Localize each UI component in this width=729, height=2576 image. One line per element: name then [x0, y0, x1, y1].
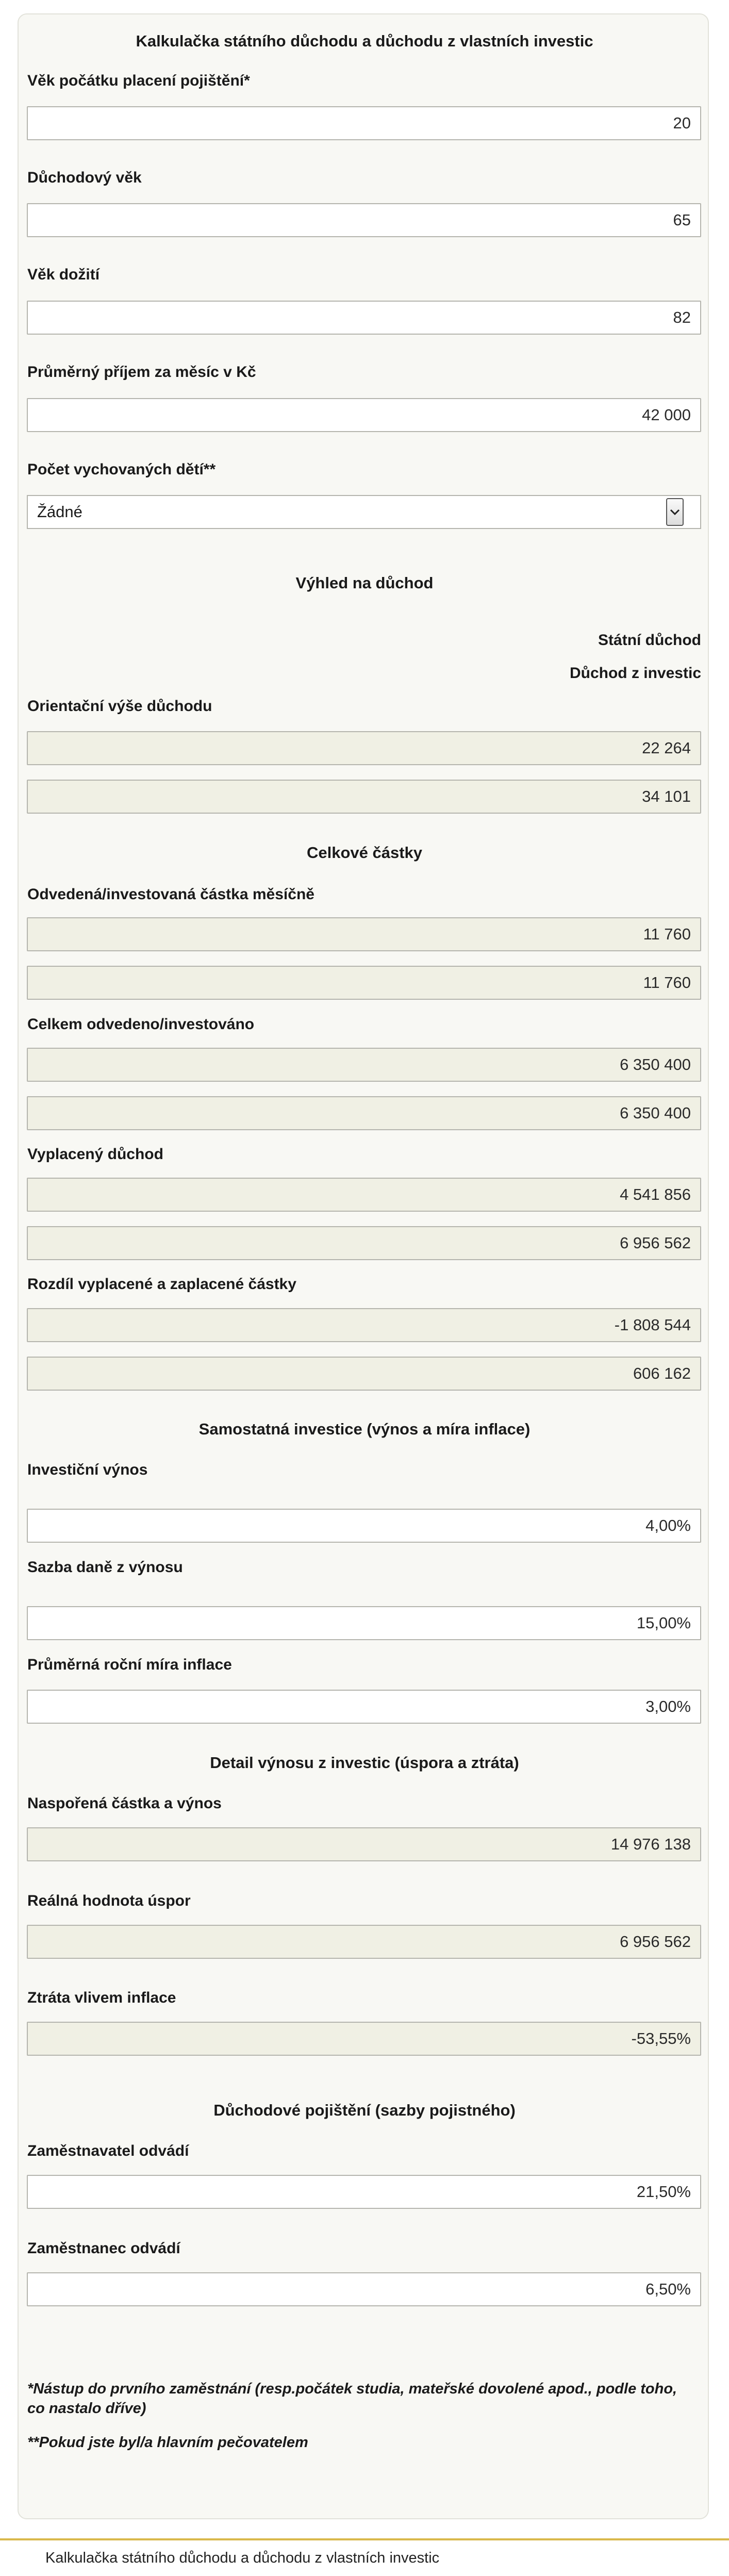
- state-pension-column-label: Státní důchod: [598, 632, 701, 649]
- children-label: Počet vychovaných dětí**: [27, 461, 216, 478]
- saved-amount-label: Naspořená částka a výnos: [27, 1795, 222, 1812]
- footnote-caregiver: **Pokud jste byl/a hlavním pečovatelem: [27, 2434, 308, 2451]
- investment-yield-label: Investiční výnos: [27, 1461, 148, 1478]
- retirement-age-input[interactable]: [27, 203, 701, 237]
- monthly-state-output: 11 760: [27, 917, 701, 951]
- real-value-output: 6 956 562: [27, 1925, 701, 1959]
- footnote-start-age: *Nástup do prvního zaměstnání (resp.počátek studia, mateřské dovolené apod., podle toho, co nastalo dříve): [27, 2381, 677, 2417]
- children-selected-value: Žádné: [37, 503, 82, 521]
- total-paid-label: Celkem odvedeno/investováno: [27, 1016, 255, 1033]
- employee-rate-input[interactable]: [27, 2272, 701, 2306]
- tax-rate-input[interactable]: [27, 1606, 701, 1640]
- start-age-label: Věk počátku placení pojištění*: [27, 72, 250, 89]
- monthly-invest-output: 11 760: [27, 966, 701, 1000]
- life-age-input[interactable]: [27, 301, 701, 335]
- real-value-label: Reálná hodnota úspor: [27, 1892, 191, 1909]
- children-select[interactable]: [27, 495, 701, 529]
- monthly-amount-label: Odvedená/investovaná částka měsíčně: [27, 886, 314, 903]
- inflation-loss-label: Ztráta vlivem inflace: [27, 1989, 176, 2006]
- start-age-input[interactable]: [27, 106, 701, 140]
- investment-title: Samostatná investice (výnos a míra inflace): [198, 1420, 531, 1438]
- inflation-input[interactable]: [27, 1690, 701, 1724]
- retirement-age-label: Důchodový věk: [27, 169, 142, 186]
- total-invest-output: 6 350 400: [27, 1096, 701, 1130]
- life-age-label: Věk dožití: [27, 266, 100, 283]
- income-input[interactable]: [27, 398, 701, 432]
- inflation-label: Průměrná roční míra inflace: [27, 1656, 232, 1673]
- tax-rate-label: Sazba daně z výnosu: [27, 1559, 183, 1576]
- employer-rate-label: Zaměstnavatel odvádí: [27, 2142, 189, 2159]
- detail-title: Detail výnosu z investic (úspora a ztráta): [210, 1754, 519, 1772]
- pension-amount-label: Orientační výše důchodu: [27, 698, 212, 715]
- total-state-output: 6 350 400: [27, 1048, 701, 1082]
- inflation-loss-output: -53,55%: [27, 2022, 701, 2056]
- difference-state-output: -1 808 544: [27, 1308, 701, 1342]
- investment-yield-input[interactable]: [27, 1509, 701, 1543]
- paid-pension-label: Vyplacený důchod: [27, 1146, 163, 1163]
- footer-caption: Kalkulačka státního důchodu a důchodu z vlastních investic: [45, 2550, 440, 2566]
- outlook-title: Výhled na důchod: [295, 574, 434, 592]
- chevron-down-icon[interactable]: [666, 498, 684, 526]
- pension-invest-output: 34 101: [27, 780, 701, 814]
- difference-label: Rozdíl vyplacené a zaplacené částky: [27, 1276, 296, 1293]
- investment-pension-column-label: Důchod z investic: [569, 665, 701, 682]
- difference-invest-output: 606 162: [27, 1357, 701, 1391]
- employee-rate-label: Zaměstnanec odvádí: [27, 2240, 180, 2257]
- totals-title: Celkové částky: [306, 844, 423, 862]
- saved-amount-output: 14 976 138: [27, 1827, 701, 1861]
- employer-rate-input[interactable]: [27, 2175, 701, 2209]
- pension-state-output: 22 264: [27, 731, 701, 765]
- calculator-title: Kalkulačka státního důchodu a důchodu z vlastních investic: [136, 32, 593, 50]
- income-label: Průměrný příjem za měsíc v Kč: [27, 364, 256, 381]
- footer-divider: [0, 2538, 729, 2540]
- paid-invest-output: 6 956 562: [27, 1226, 701, 1260]
- paid-state-output: 4 541 856: [27, 1178, 701, 1212]
- insurance-title: Důchodové pojištění (sazby pojistného): [213, 2101, 516, 2119]
